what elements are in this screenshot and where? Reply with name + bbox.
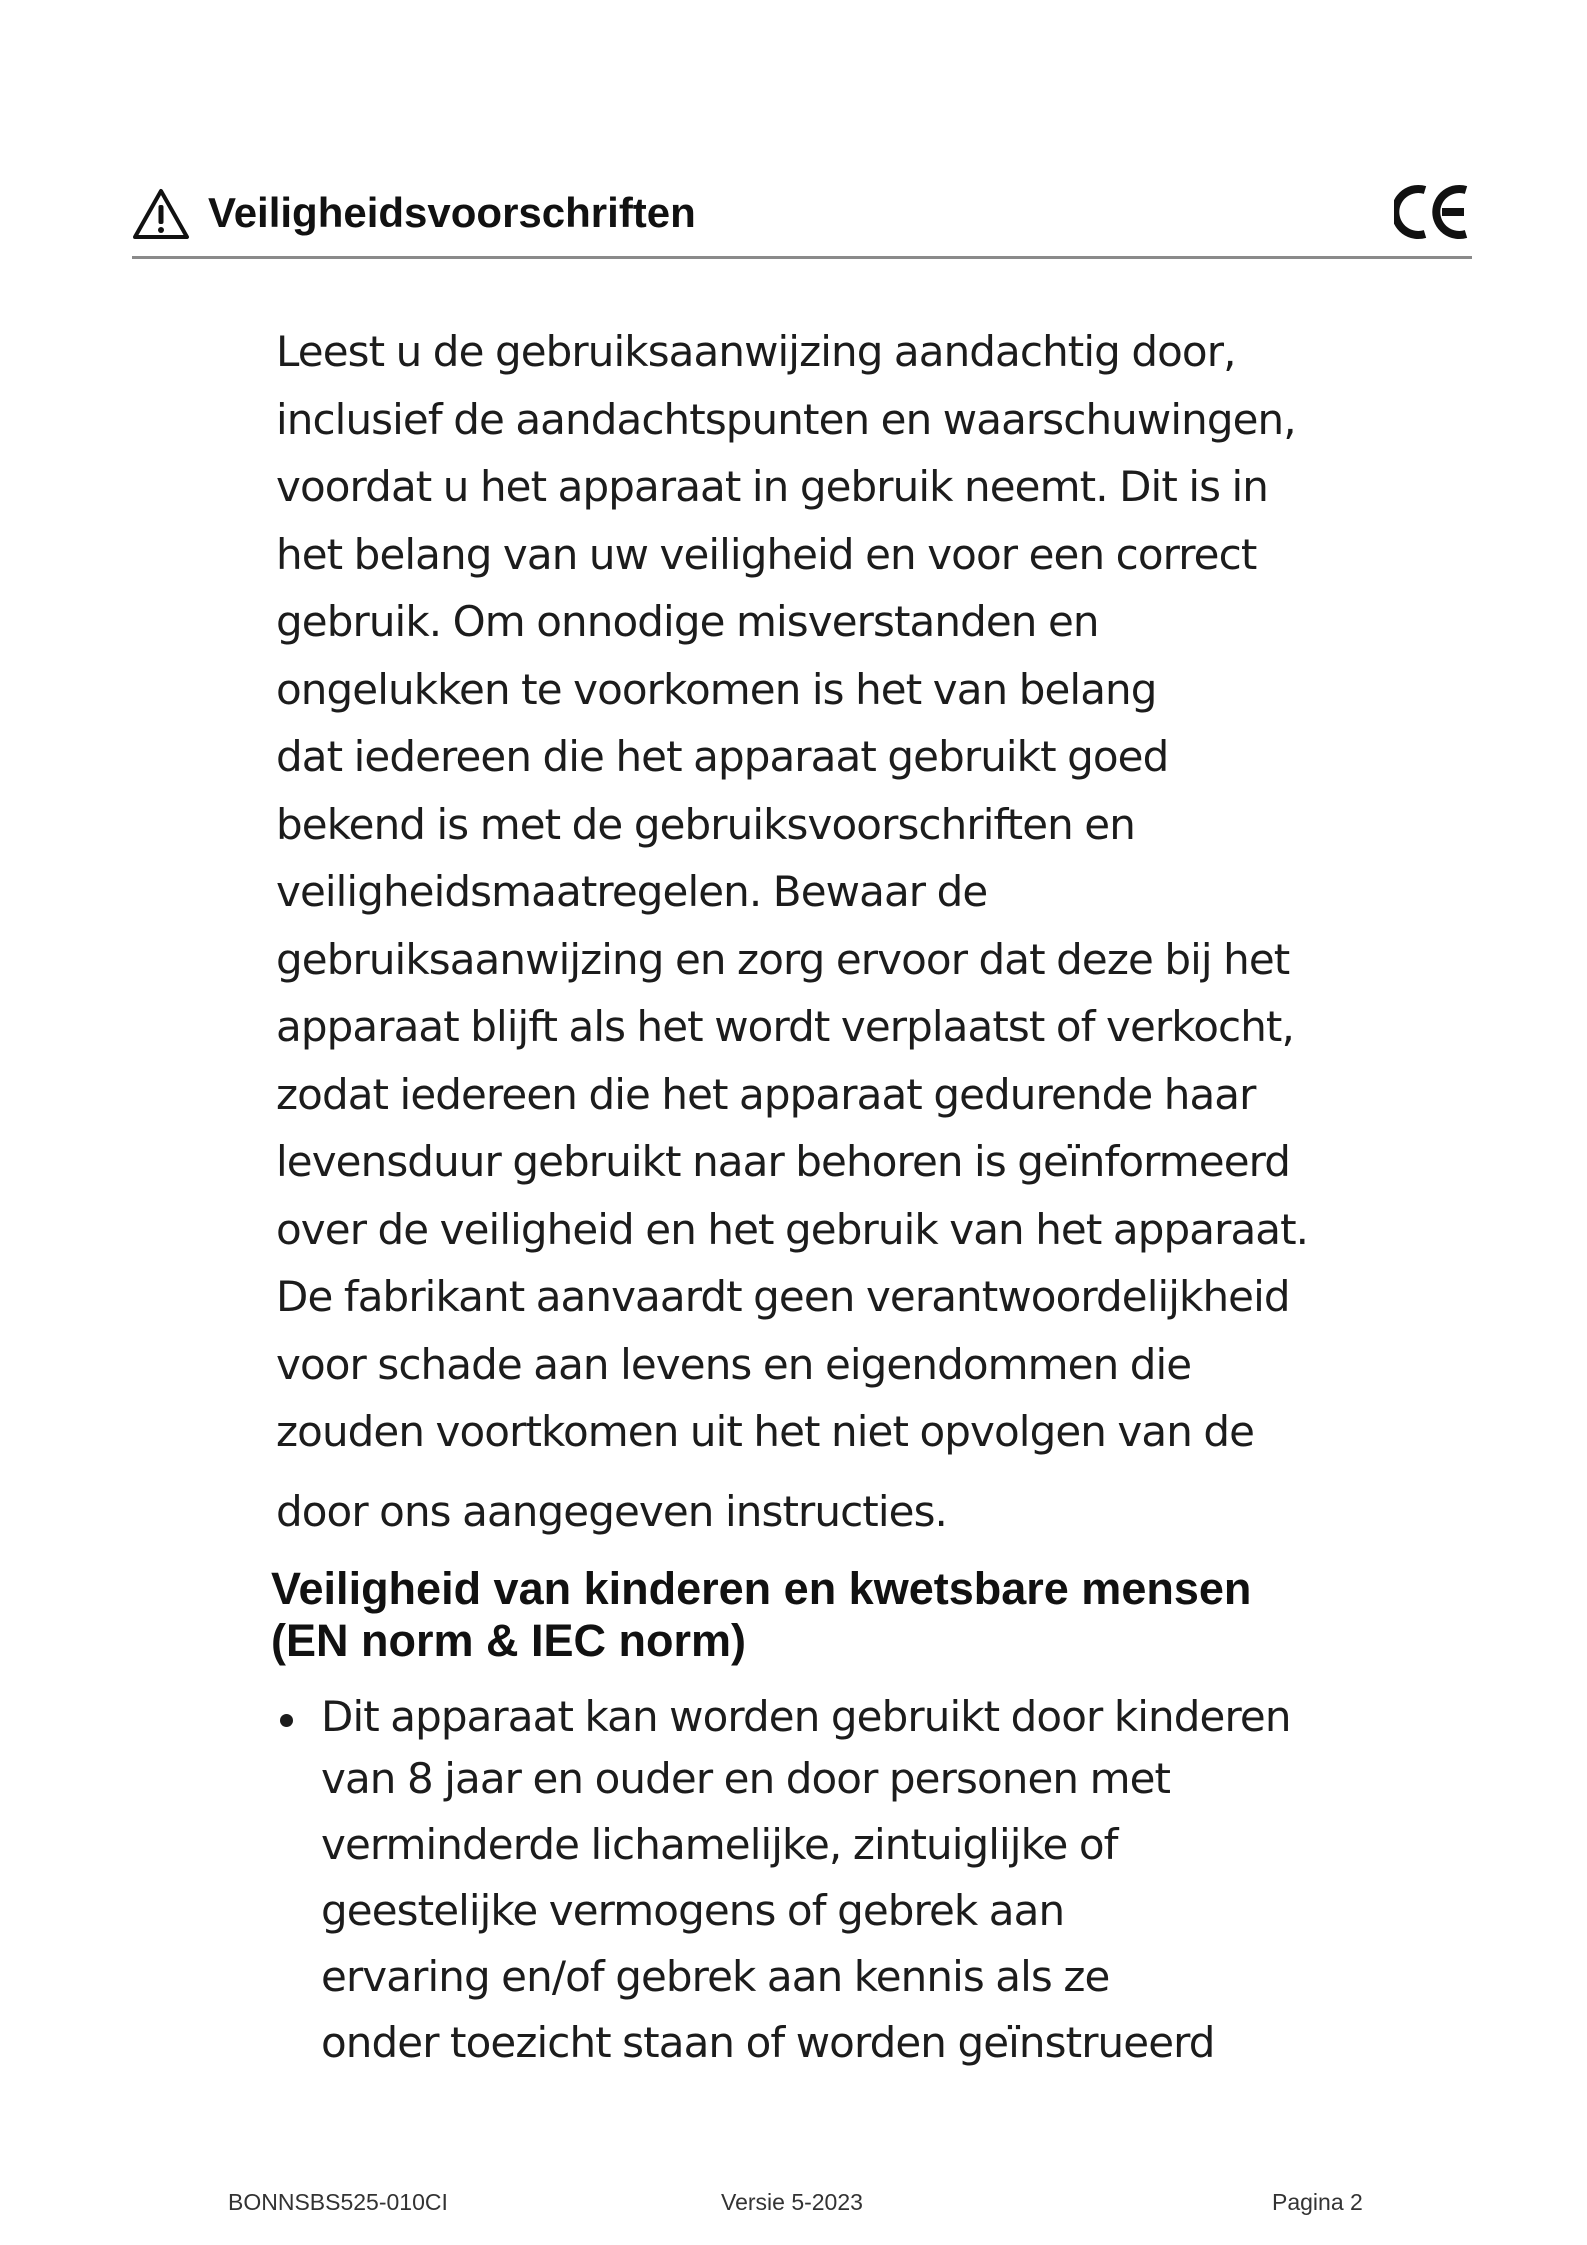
intro-line: levensduur gebruikt naar behoren is geïnformeerd (276, 1137, 1291, 1186)
header-divider (132, 256, 1472, 259)
bullet-line: onder toezicht staan of worden geïnstrueerd (321, 2018, 1215, 2067)
intro-line: voordat u het apparaat in gebruik neemt. Dit is in (276, 462, 1269, 511)
intro-line: zouden voortkomen uit het niet opvolgen van de (276, 1407, 1255, 1456)
intro-line: inclusief de aandachtspunten en waarschuwingen, (276, 394, 1296, 444)
document-version: Versie 5-2023 (721, 2189, 863, 2215)
intro-line: De fabrikant aanvaardt geen verantwoordelijkheid (276, 1272, 1290, 1321)
bullet-line: Dit apparaat kan worden gebruikt door kinderen (321, 1692, 1291, 1741)
page-footer (0, 2188, 1587, 2218)
intro-line: gebruiksaanwijzing en zorg ervoor dat deze bij het (276, 934, 1290, 984)
intro-line: het belang van uw veiligheid en voor een correct (276, 529, 1257, 579)
bullet-icon (280, 1714, 293, 1727)
page-header (132, 180, 1472, 260)
document-code: BONNSBS525-010CI (228, 2189, 448, 2215)
intro-line: ongelukken te voorkomen is het van belang (276, 664, 1157, 714)
intro-paragraph (276, 318, 1476, 1545)
safety-bullet-list (276, 1688, 1476, 2076)
intro-line: veiligheidsmaatregelen. Bewaar de (276, 867, 988, 916)
intro-line: door ons aangegeven instructies. (276, 1486, 948, 1536)
intro-line: zodat iedereen die het apparaat gedurende haar (276, 1069, 1256, 1119)
intro-line: Leest u de gebruiksaanwijzing aandachtig door, (276, 327, 1236, 376)
section-heading-line: Veiligheid van kinderen en kwetsbare mensen (271, 1563, 1252, 1614)
page-title: Veiligheidsvoorschriften (208, 189, 696, 236)
ce-mark-icon (1394, 182, 1472, 242)
intro-line: apparaat blijft als het wordt verplaatst of verkocht, (276, 1002, 1294, 1051)
section-heading (271, 1563, 1491, 1667)
intro-line: dat iedereen die het apparaat gebruikt goed (276, 732, 1169, 781)
section-heading-line: (EN norm & IEC norm) (271, 1615, 747, 1666)
intro-line: voor schade aan levens en eigendommen die (276, 1339, 1192, 1389)
bullet-line: ervaring en/of gebrek aan kennis als ze (321, 1952, 1110, 2001)
warning-triangle-icon (132, 188, 190, 240)
bullet-line: verminderde lichamelijke, zintuiglijke of (321, 1820, 1118, 1869)
intro-line: over de veiligheid en het gebruik van het apparaat. (276, 1204, 1309, 1254)
bullet-line: van 8 jaar en ouder en door personen met (321, 1754, 1171, 1803)
intro-line: gebruik. Om onnodige misverstanden en (276, 597, 1099, 646)
list-item (276, 1688, 1476, 2076)
intro-line: bekend is met de gebruiksvoorschriften en (276, 799, 1135, 849)
bullet-line: geestelijke vermogens of gebrek aan (321, 1886, 1065, 1935)
page-number: Pagina 2 (1272, 2189, 1363, 2215)
